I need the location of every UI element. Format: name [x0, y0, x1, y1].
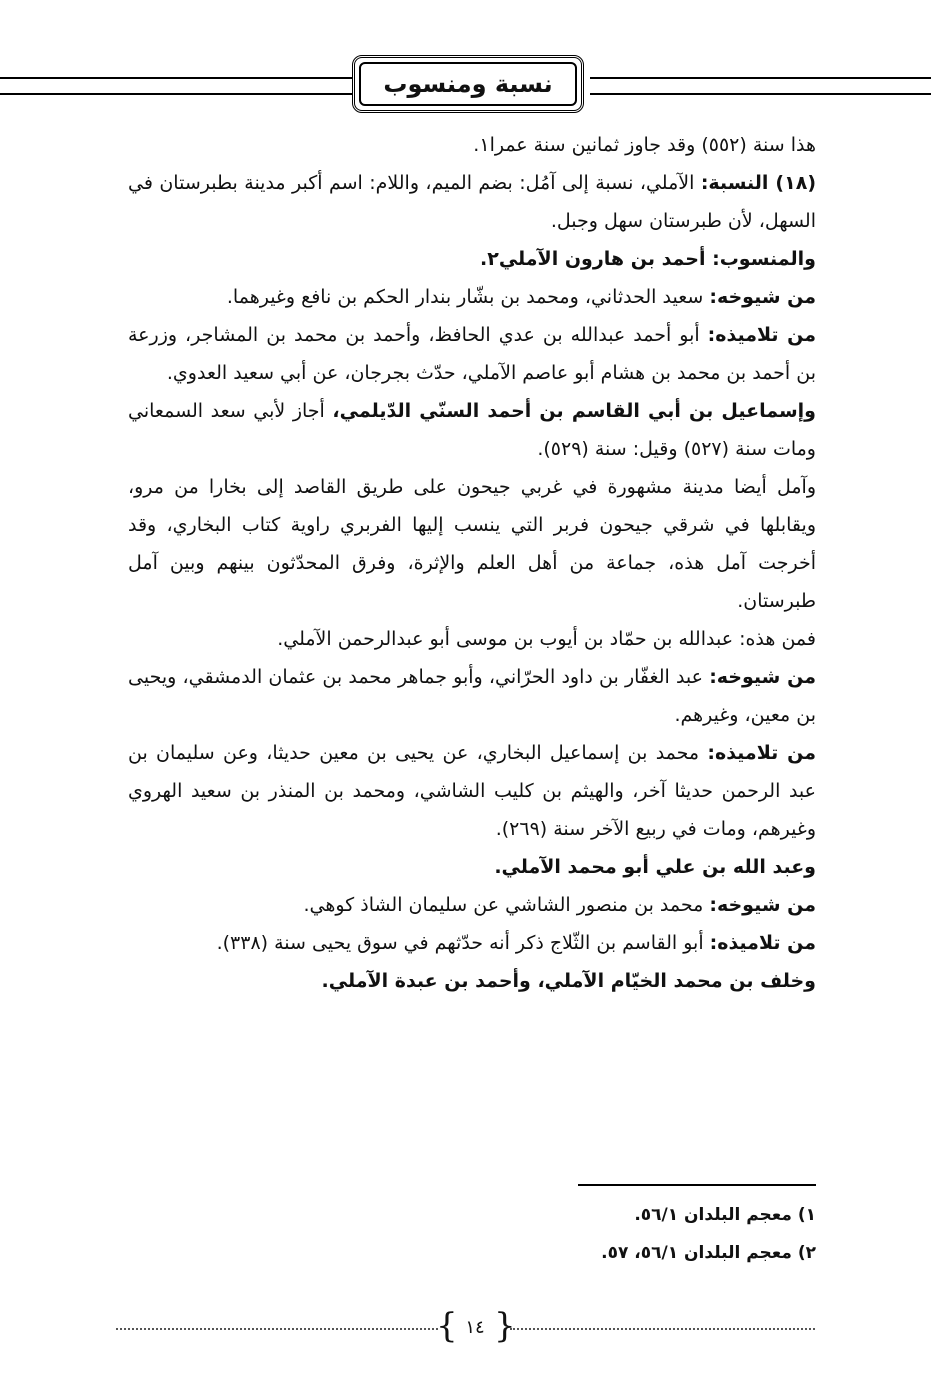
paragraph [128, 962, 816, 1000]
paragraph [128, 278, 816, 316]
paragraph [128, 886, 816, 924]
paragraph-lead: من شيوخه: [709, 666, 816, 688]
body-text [128, 126, 816, 1000]
footnotes [400, 1196, 816, 1272]
paragraph-text: محمد بن إسماعيل البخاري، عن يحيى بن معين حديثا، وعن سليمان بن عبد الرحمن حديثا آخر، والهيثم بن كليب الشاشي، ومحمد بن المنذر بن سعيد الهروي وغيرهم، ومات في ربيع الآخر سنة (٢٦٩). [128, 742, 816, 840]
paragraph [128, 240, 816, 278]
header-rule-left [0, 77, 352, 95]
paragraph-lead: وإسماعيل بن أبي القاسم بن أحمد السنّي الدّيلمي، [332, 400, 816, 422]
paragraph-text: هذا سنة (٥٥٢) وقد جاوز ثمانين سنة عمرا١. [473, 134, 816, 156]
paragraph [128, 620, 816, 658]
paragraph [128, 126, 816, 164]
paragraph [128, 164, 816, 240]
page-number: ١٤ [465, 1317, 485, 1338]
paragraph-lead: من شيوخه: [709, 286, 816, 308]
paragraph [128, 392, 816, 468]
page-title: نسبة ومنسوب [359, 62, 577, 106]
paragraph-text: عبد الغفّار بن داود الحرّاني، وأبو جماهر محمد بن عثمان الدمشقي، ويحيى بن معين، وغيرهم. [128, 666, 816, 726]
paragraph-lead: وعبد الله بن علي أبو محمد الآملي. [494, 856, 816, 878]
footnote: ٢) معجم البلدان ٥٦/١، ٥٧. [601, 1243, 816, 1263]
paragraph-lead: والمنسوب: أحمد بن هارون الآملي٢. [479, 248, 816, 270]
footnote: ١) معجم البلدان ٥٦/١. [634, 1205, 816, 1225]
paragraph-text: أبو القاسم بن الثّلاج ذكر أنه حدّثهم في سوق يحيى سنة (٣٣٨). [216, 932, 710, 954]
left-brace-ornament: { [436, 1306, 458, 1346]
footer-rule-right [510, 1328, 815, 1330]
footnote-separator [578, 1184, 816, 1186]
paragraph-lead: (١٨) النسبة: [700, 172, 816, 194]
header-rule-right [590, 77, 931, 95]
paragraph-text: أبو أحمد عبدالله بن عدي الحافظ، وأحمد بن محمد بن المشاجر، وزرعة بن أحمد بن محمد بن هشام أبو عاصم الآملي، حدّث بجرجان، عن أبي سعيد العدوي. [128, 324, 816, 384]
paragraph-lead: من تلاميذه: [709, 932, 816, 954]
right-brace-ornament: } [494, 1306, 516, 1346]
paragraph-lead: من شيوخه: [709, 894, 816, 916]
paragraph [128, 658, 816, 734]
paragraph-text: الآملي، نسبة إلى آمُل: بضم الميم، واللام: اسم أكبر مدينة بطبرستان في السهل، لأن طبرستان سهل وجبل. [128, 172, 816, 232]
paragraph [128, 316, 816, 392]
paragraph-text: سعيد الحدثاني، ومحمد بن بشّار بندار الحكم بن نافع وغيرهما. [226, 286, 710, 308]
paragraph [128, 468, 816, 620]
paragraph [128, 848, 816, 886]
paragraph-text: محمد بن منصور الشاشي عن سليمان الشاذ كوهي. [303, 894, 710, 916]
paragraph [128, 924, 816, 962]
paragraph-text: وآمل أيضا مدينة مشهورة في غربي جيحون على طريق القاصد إلى بخارا من مرو، ويقابلها في شرقي جيحون فربر التي ينسب إليها الفربري راوية كتاب البخاري، وقد أخرجت آمل هذه، جماعة من أهل العلم والإثرة، وفرق المحدّثون بينهم وبين آمل طبرستان. [128, 476, 816, 612]
paragraph-text: فمن هذه: عبدالله بن حمّاد بن أيوب بن موسى أبو عبدالرحمن الآملي. [277, 628, 816, 650]
header-title-frame [352, 55, 584, 113]
paragraph-lead: من تلاميذه: [707, 324, 816, 346]
paragraph-text: أجاز لأبي سعد السمعاني ومات سنة (٥٢٧) وقيل: سنة (٥٢٩). [128, 400, 816, 460]
paragraph-lead: من تلاميذه: [707, 742, 816, 764]
paragraph-lead: وخلف بن محمد الخيّام الآملي، وأحمد بن عبدة الآملي. [321, 970, 816, 992]
footer-rule-left [116, 1328, 438, 1330]
paragraph [128, 734, 816, 848]
